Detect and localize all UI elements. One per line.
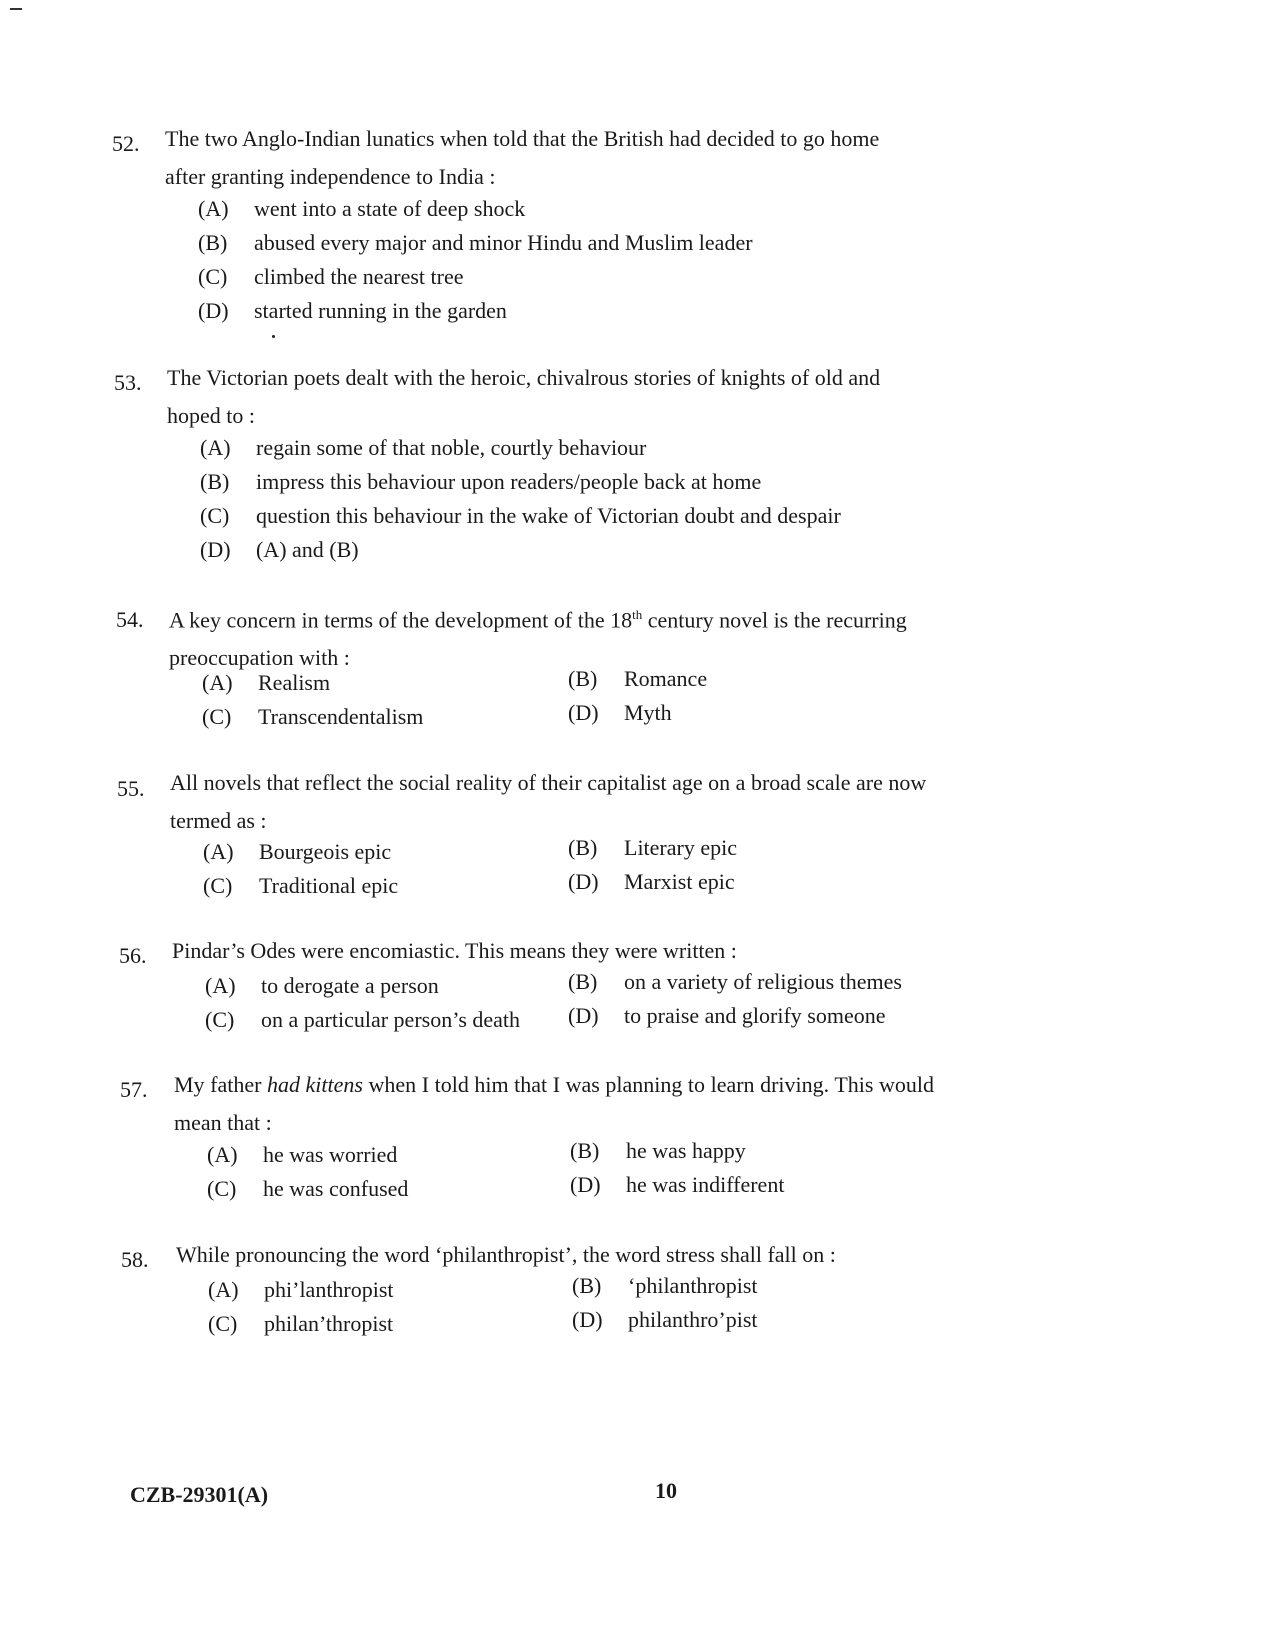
option-a: (A) to derogate a person [205, 973, 439, 998]
question-text: While pronouncing the word ‘philanthropist’, the word stress shall fall on : [176, 1242, 836, 1267]
question-number: 55. [117, 776, 145, 801]
option-d: (D) philanthro’pist [572, 1307, 758, 1332]
question-text: A key concern in terms of the development of the 18th century novel is the recurring preoccupation with : [169, 607, 907, 671]
corner-mark [10, 8, 22, 10]
question-number: 52. [112, 131, 140, 156]
question-text: Pindar’s Odes were encomiastic. This means they were written : [172, 938, 737, 963]
option-c: (C) he was confused [207, 1176, 409, 1201]
option-c: (C) philan’thropist [208, 1311, 394, 1336]
option-c: (C) Transcendentalism [202, 704, 424, 729]
option-d: (D) started running in the garden [198, 298, 507, 323]
question-number: 54. [116, 607, 144, 632]
option-b: (B) abused every major and minor Hindu and Muslim leader [198, 230, 753, 255]
option-b: (B) he was happy [570, 1138, 746, 1163]
option-b: (B) impress this behaviour upon readers/people back at home [200, 469, 762, 494]
option-b: (B) ‘philanthropist [572, 1273, 758, 1298]
option-d: (D) Myth [568, 700, 672, 725]
option-b: (B) Romance [568, 666, 708, 691]
question-text: All novels that reflect the social reality of their capitalist age on a broad scale are now termed as : [170, 770, 927, 833]
option-a: (A) he was worried [207, 1142, 398, 1167]
option-d: (D) to praise and glorify someone [568, 1003, 886, 1028]
option-a: (A) went into a state of deep shock [198, 196, 526, 221]
option-b: (B) on a variety of religious themes [568, 969, 902, 994]
option-d: (D) (A) and (B) [200, 537, 359, 562]
question-number: 56. [119, 943, 147, 968]
question-text: The Victorian poets dealt with the heroic, chivalrous stories of knights of old and hoped to : [167, 365, 881, 428]
option-d: (D) Marxist epic [568, 869, 735, 894]
question-text: My father had kittens when I told him that I was planning to learn driving. This would mean that : [174, 1072, 934, 1135]
option-a: (A) Bourgeois epic [203, 839, 392, 864]
option-b: (B) Literary epic [568, 835, 737, 860]
page-number: 10 [655, 1478, 677, 1503]
exam-code: CZB-29301(A) [130, 1482, 269, 1507]
stray-dot [272, 335, 275, 338]
question-number: 57. [120, 1077, 148, 1102]
option-a: (A) regain some of that noble, courtly behaviour [200, 435, 647, 460]
question-text: The two Anglo-Indian lunatics when told that the British had decided to go home after granting independence to India : [165, 126, 880, 189]
option-d: (D) he was indifferent [570, 1172, 785, 1197]
option-a: (A) phi’lanthropist [208, 1277, 394, 1302]
option-c: (C) climbed the nearest tree [198, 264, 464, 289]
option-a: (A) Realism [202, 670, 331, 695]
question-number: 53. [114, 370, 142, 395]
option-c: (C) on a particular person’s death [205, 1007, 521, 1032]
question-number: 58. [121, 1247, 149, 1272]
option-c: (C) Traditional epic [203, 873, 399, 898]
option-c: (C) question this behaviour in the wake of Victorian doubt and despair [200, 503, 841, 528]
